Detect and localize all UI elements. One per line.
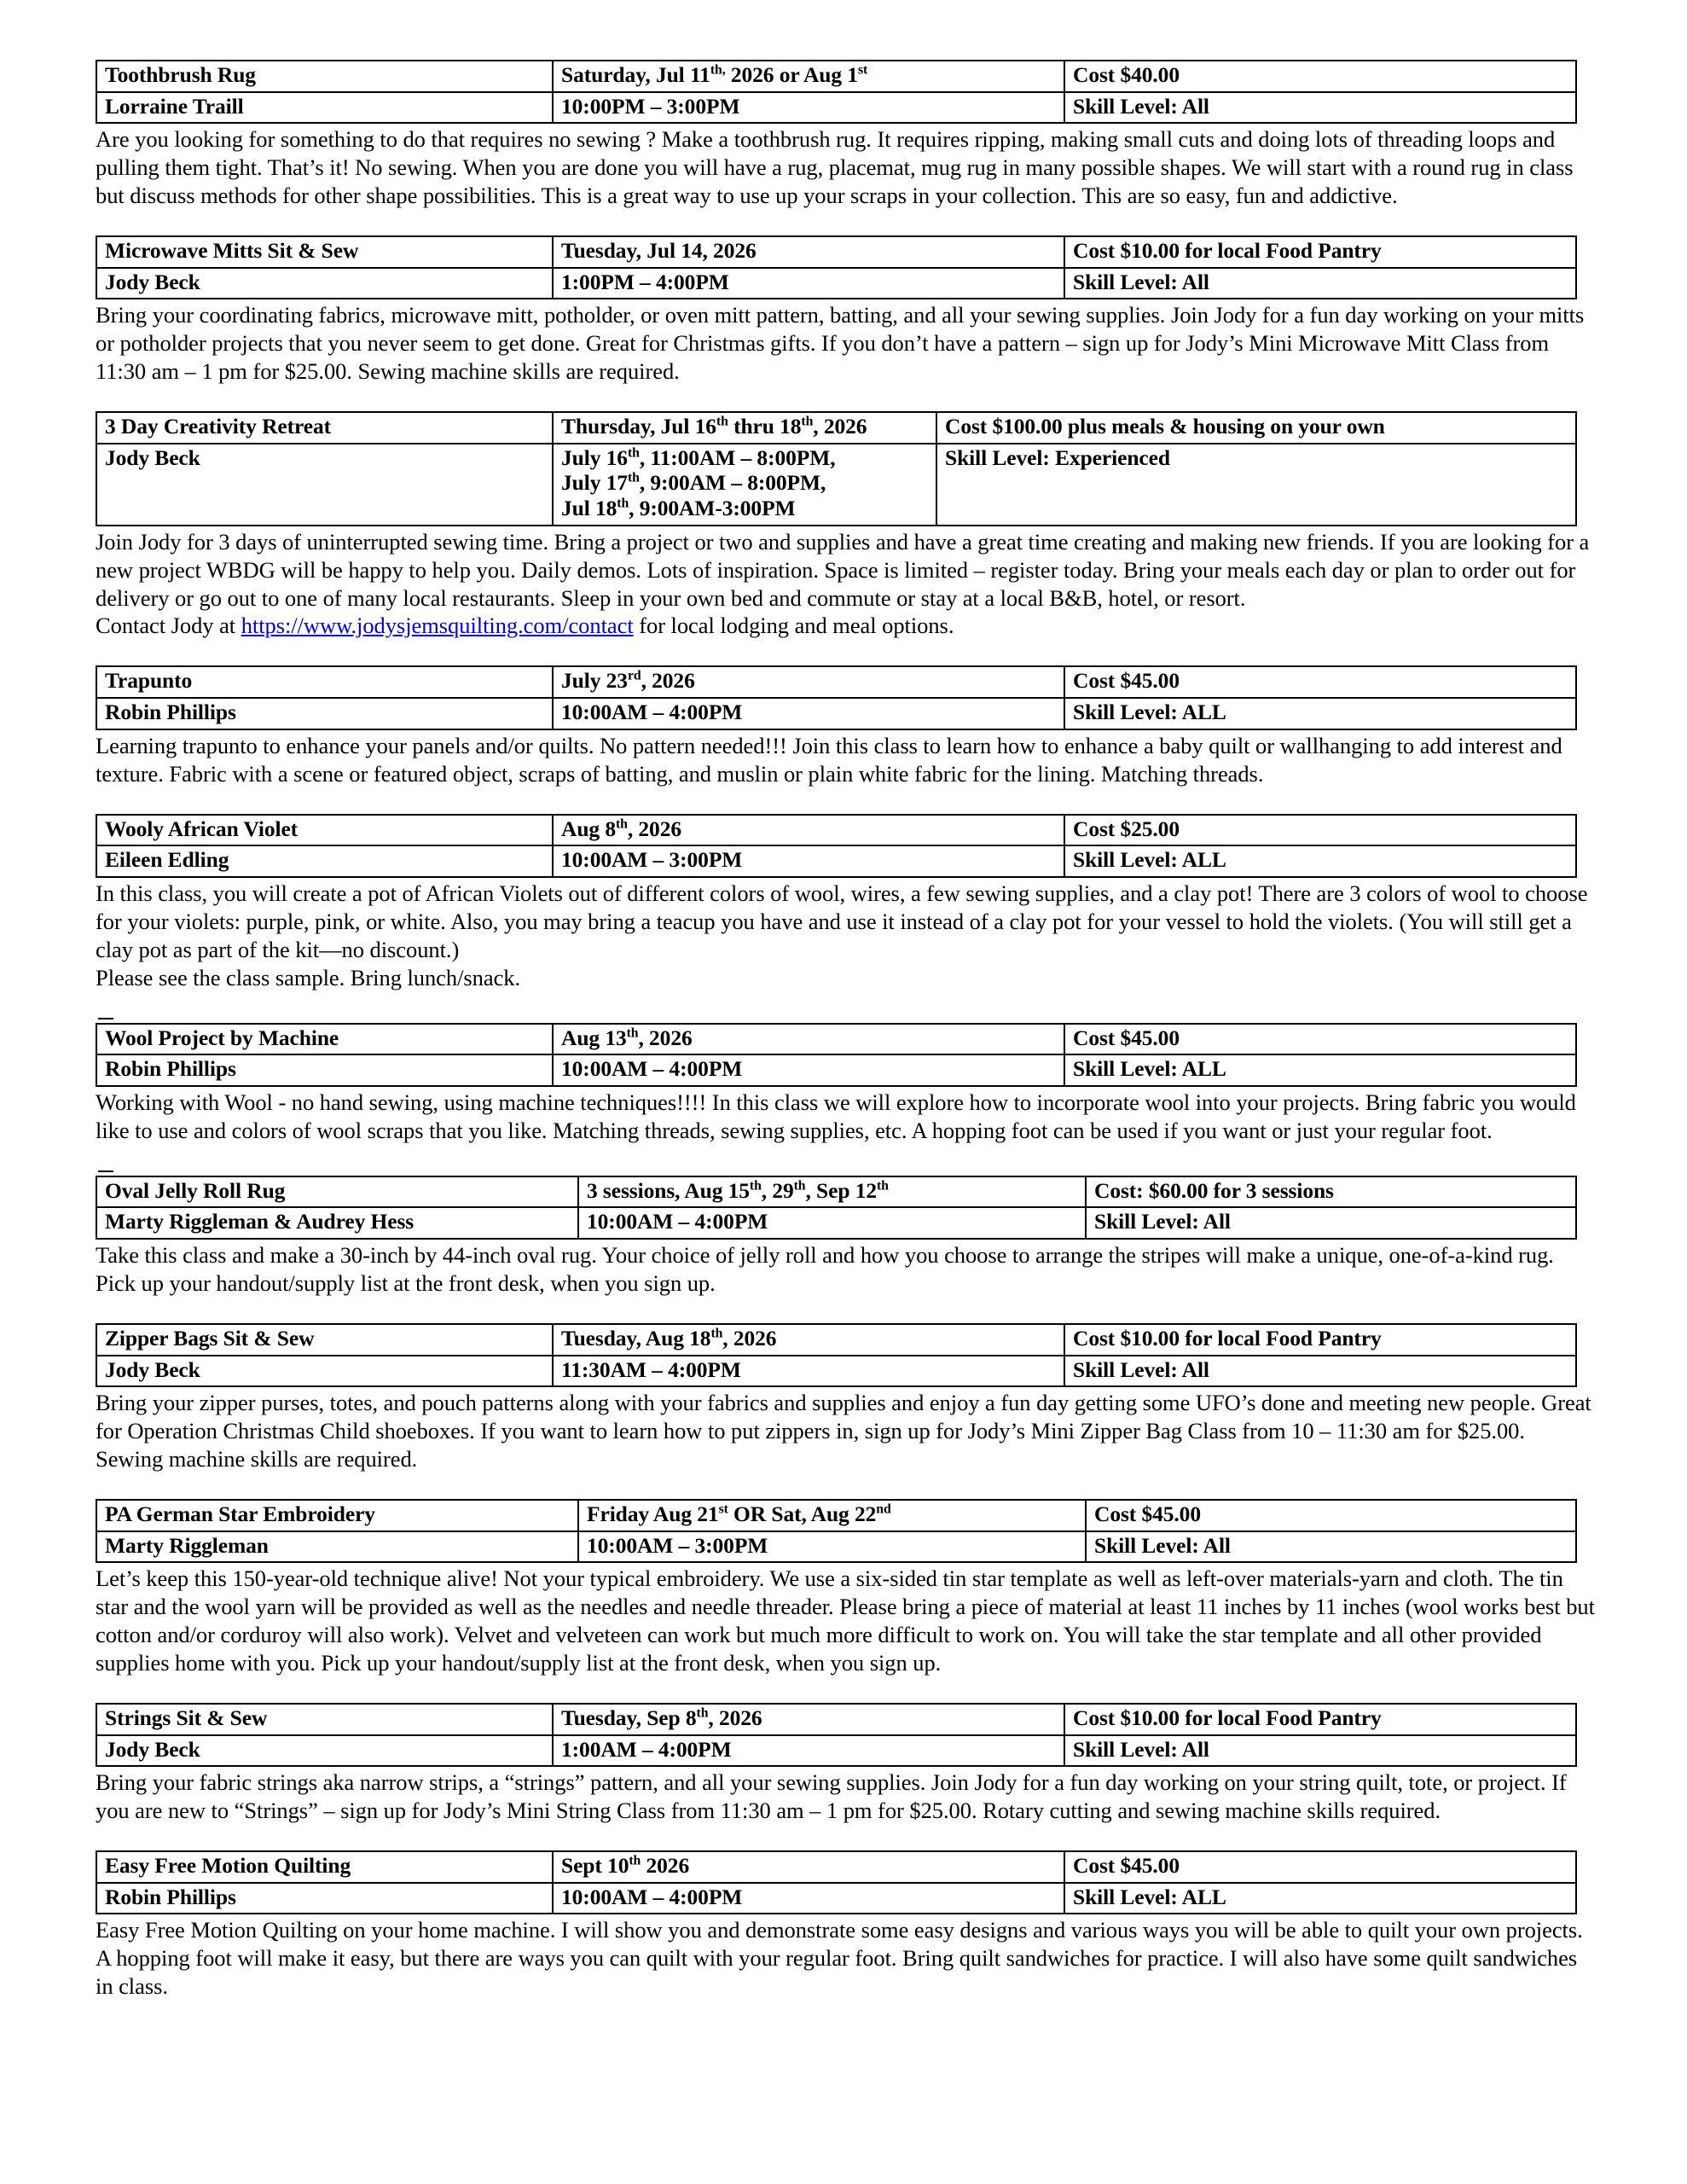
class-info-table [96, 1703, 1577, 1767]
class-description-paragraph: Are you looking for something to do that requires no sewing ? Make a toothbrush rug. It requires ripping, making small cuts and doing lots of threading loops and pulling them tight. That’s it! No sewing. When you are done you will have a rug, placemat, mug rug in many possible shapes. We will start with a round rug in class but discuss methods for other shape possibilities. This is a great way to use up your scraps in your collection. This are so easy, fun and addictive. [96, 126, 1574, 209]
class-instructor-cell: Jody Beck [96, 268, 553, 299]
class-cost-cell: Cost $10.00 for local Food Pantry [1064, 1704, 1576, 1735]
class-cost-cell: Cost $10.00 for local Food Pantry [1064, 1324, 1576, 1356]
class-time-cell: 10:00AM – 3:00PM [553, 845, 1064, 877]
class-info-table [96, 1499, 1577, 1563]
table-row [96, 236, 1576, 268]
class-instructor-cell: Robin Phillips [96, 1883, 553, 1914]
table-row [96, 1356, 1576, 1387]
class-description-paragraph: Take this class and make a 30-inch by 44-inch oval rug. Your choice of jelly roll and how you choose to arrange the stripes will make a unique, one-of-a-kind rug. Pick up your handout/supply list at the front desk, when you sign up. [96, 1241, 1554, 1296]
table-row [96, 1883, 1576, 1914]
class-skill-cell: Skill Level: ALL [1064, 698, 1576, 729]
table-row [96, 1735, 1576, 1767]
class-date-cell: Friday Aug 21st OR Sat, Aug 22nd [578, 1500, 1086, 1531]
class-info-table [96, 1176, 1577, 1240]
class-cost-cell: Cost $45.00 [1064, 666, 1576, 698]
class-instructor-cell: Jody Beck [96, 1356, 553, 1387]
class-instructor-cell: Jody Beck [96, 1735, 553, 1767]
class-name-cell: Trapunto [96, 666, 553, 698]
class-description-paragraph: Working with Wool - no hand sewing, using machine techniques!!!! In this class we will explore how to incorporate wool into your projects. Bring fabric you would like to use and colors of wool scraps that you like. Matching threads, sewing supplies, etc. A hopping foot can be used if you want or just your regular foot. [96, 1089, 1576, 1143]
table-row [96, 412, 1576, 444]
class-list [96, 60, 1593, 2001]
class-time-cell: 10:00PM – 3:00PM [553, 92, 1064, 124]
class-name-cell: Toothbrush Rug [96, 61, 553, 92]
table-row [96, 698, 1576, 729]
class-name-cell: 3 Day Creativity Retreat [96, 412, 553, 444]
class-info-table [96, 1323, 1577, 1387]
class-description [96, 1916, 1597, 2001]
class-block [96, 1018, 1593, 1145]
class-description [96, 1241, 1597, 1298]
class-block [96, 665, 1593, 787]
contact-prefix-text: Contact Jody at [96, 613, 241, 639]
class-name-cell: Strings Sit & Sew [96, 1704, 553, 1735]
class-skill-cell: Skill Level: All [1064, 1735, 1576, 1767]
table-row [96, 845, 1576, 877]
class-date-cell: Tuesday, Aug 18th, 2026 [553, 1324, 1064, 1356]
table-row [96, 444, 1576, 526]
table-row [96, 1176, 1576, 1208]
class-time-cell: 10:00AM – 3:00PM [578, 1531, 1086, 1563]
contact-suffix-text: for local lodging and meal options. [633, 613, 954, 639]
class-skill-cell: Skill Level: All [1064, 92, 1576, 124]
class-block [96, 1323, 1593, 1473]
class-block [96, 235, 1593, 386]
class-skill-cell: Skill Level: ALL [1064, 1883, 1576, 1914]
class-name-cell: PA German Star Embroidery [96, 1500, 578, 1531]
table-row [96, 1324, 1576, 1356]
class-name-cell: Zipper Bags Sit & Sew [96, 1324, 553, 1356]
class-cost-cell: Cost: $60.00 for 3 sessions [1086, 1176, 1576, 1208]
class-description-paragraph: Let’s keep this 150-year-old technique alive! Not your typical embroidery. We use a six-sided tin star template as well as left-over materials-yarn and cloth. The tin star and the wool yarn will be provided as well as the needles and needle threader. Please bring a piece of material at least 11 inches by 11 inches (wool works best but cotton and/or corduroy will also work). Velvet and velveteen can work but much more difficult to work on. You will take the star template and all other provided supplies home with you. Pick up your handout/supply list at the front desk, when you sign up. [96, 1565, 1595, 1676]
class-description [96, 732, 1597, 788]
class-info-table [96, 665, 1577, 729]
class-description [96, 1565, 1597, 1677]
class-skill-cell: Skill Level: All [1086, 1207, 1576, 1239]
class-name-cell: Wool Project by Machine [96, 1024, 553, 1055]
class-skill-cell: Skill Level: ALL [1064, 845, 1576, 877]
class-cost-cell: Cost $45.00 [1086, 1500, 1576, 1531]
class-info-table [96, 814, 1577, 878]
class-block [96, 814, 1593, 992]
table-row [96, 1851, 1576, 1883]
stray-rule-mark [98, 1170, 113, 1172]
class-time-cell: 10:00AM – 4:00PM [553, 698, 1064, 729]
class-skill-cell: Skill Level: All [1064, 268, 1576, 299]
class-cost-cell: Cost $45.00 [1064, 1024, 1576, 1055]
class-info-table [96, 60, 1577, 124]
class-cost-cell: Cost $25.00 [1064, 815, 1576, 846]
table-row [96, 268, 1576, 299]
table-row [96, 1054, 1576, 1086]
class-date-cell: Aug 8th, 2026 [553, 815, 1064, 846]
class-time-cell: July 16th, 11:00AM – 8:00PM, July 17th, 9:00AM – 8:00PM, Jul 18th, 9:00AM-3:00PM [553, 444, 936, 526]
class-block [96, 1499, 1593, 1677]
class-instructor-cell: Robin Phillips [96, 1054, 553, 1086]
class-description-paragraph: Join Jody for 3 days of uninterrupted sewing time. Bring a project or two and supplies and have a great time creating and making new friends. If you are looking for a new project WBDG will be happy to help you. Daily demos. Lots of inspiration. Space is limited – register today. Bring your meals each day or plan to order out for delivery or go out to one of many local restaurants. Sleep in your own bed and commute or stay at a local B&B, hotel, or resort. [96, 528, 1590, 611]
class-date-cell: Saturday, Jul $11^{th,}$ 2026 or Aug 1st [553, 61, 1064, 92]
class-description [96, 528, 1597, 641]
class-cost-cell: Cost $100.00 plus meals & housing on your own [936, 412, 1576, 444]
contact-link[interactable]: https://www.jodysjemsquilting.com/contact [241, 613, 634, 639]
class-block [96, 1170, 1593, 1298]
class-block [96, 60, 1593, 210]
class-date-cell: Tuesday, Sep 8th, 2026 [553, 1704, 1064, 1735]
class-time-cell: 1:00AM – 4:00PM [553, 1735, 1064, 1767]
class-time-cell: 11:30AM – 4:00PM [553, 1356, 1064, 1387]
table-row [96, 1207, 1576, 1239]
table-row [96, 1500, 1576, 1531]
class-description [96, 1769, 1597, 1825]
class-date-cell: Sept 10th 2026 [553, 1851, 1064, 1883]
class-description-paragraph: Easy Free Motion Quilting on your home machine. I will show you and demonstrate some easy designs and various ways you will be able to quilt your own projects. A hopping foot will make it easy, but there are ways you can quilt with your regular foot. Bring quilt sandwiches for practice. I will also have some quilt sandwiches in class. [96, 1917, 1583, 2000]
class-info-table [96, 411, 1577, 526]
class-name-cell: Microwave Mitts Sit & Sew [96, 236, 553, 268]
class-instructor-cell: Marty Riggleman & Audrey Hess [96, 1207, 578, 1239]
class-cost-cell: Cost $40.00 [1064, 61, 1576, 92]
table-row [96, 666, 1576, 698]
contact-line [96, 612, 1597, 640]
class-description-paragraph: In this class, you will create a pot of African Violets out of different colors of wool, wires, a few sewing supplies, and a clay pot! There are 3 colors of wool to choose for your violets: purple, pink, or white. Also, you may bring a teacup you have and use it instead of a clay pot for your vessel to hold the violets. (You will still get a clay pot as part of the kit—no discount.) [96, 880, 1588, 962]
class-instructor-cell: Jody Beck [96, 444, 553, 526]
class-description [96, 1389, 1597, 1473]
table-row [96, 1704, 1576, 1735]
class-description-paragraph-2: Please see the class sample. Bring lunch/snack. [96, 964, 521, 990]
class-description [96, 301, 1597, 386]
class-block [96, 411, 1593, 640]
class-description-paragraph: Learning trapunto to enhance your panels and/or quilts. No pattern needed!!! Join this class to learn how to enhance a baby quilt or wallhanging to add interest and texture. Fabric with a scene or featured object, scraps of batting, and muslin or plain white fabric for the lining. Matching threads. [96, 732, 1562, 787]
class-cost-cell: Cost $45.00 [1064, 1851, 1576, 1883]
class-date-cell: Tuesday, Jul 14, 2026 [553, 236, 1064, 268]
class-name-cell: Easy Free Motion Quilting [96, 1851, 553, 1883]
class-name-cell: Oval Jelly Roll Rug [96, 1176, 578, 1208]
class-cost-cell: Cost $10.00 for local Food Pantry [1064, 236, 1576, 268]
class-date-cell: July 23rd, 2026 [553, 666, 1064, 698]
class-skill-cell: Skill Level: All [1086, 1531, 1576, 1563]
table-row [96, 61, 1576, 92]
class-info-table [96, 235, 1577, 299]
stray-rule-mark [98, 1018, 113, 1019]
class-description-paragraph: Bring your coordinating fabrics, microwave mitt, potholder, or oven mitt pattern, batting, and all your sewing supplies. Join Jody for a fun day working on your mitts or potholder projects that you never seem to get done. Great for Christmas gifts. If you don’t have a pattern – sign up for Jody’s Mini Microwave Mitt Class from 11:30 am – 1 pm for $25.00. Sewing machine skills are required. [96, 302, 1585, 385]
class-date-cell: 3 sessions, Aug 15th, 29th, Sep 12th [578, 1176, 1086, 1208]
class-time-cell: 10:00AM – 4:00PM [553, 1054, 1064, 1086]
table-row [96, 1024, 1576, 1055]
class-instructor-cell: Eileen Edling [96, 845, 553, 877]
class-description-paragraph: Bring your zipper purses, totes, and pouch patterns along with your fabrics and supplies and enjoy a fun day getting some UFO’s done and meeting new people. Great for Operation Christmas Child shoeboxes. If you want to learn how to put zippers in, sign up for Jody’s Mini Zipper Bag Class from 10 – 11:30 am for $25.00. Sewing machine skills are required. [96, 1390, 1591, 1472]
class-description [96, 1089, 1597, 1145]
class-block [96, 1850, 1593, 2001]
class-time-cell: 1:00PM – 4:00PM [553, 268, 1064, 299]
class-skill-cell: Skill Level: All [1064, 1356, 1576, 1387]
table-row [96, 92, 1576, 124]
class-description-paragraph: Bring your fabric strings aka narrow strips, a “strings” pattern, and all your sewing supplies. Join Jody for a fun day working on your string quilt, tote, or project. If you are new to “Strings” – sign up for Jody’s Mini String Class from 11:30 am – 1 pm for $25.00. Rotary cutting and sewing machine skills required. [96, 1769, 1567, 1824]
class-description [96, 125, 1597, 210]
class-time-cell: 10:00AM – 4:00PM [553, 1883, 1064, 1914]
class-skill-cell: Skill Level: ALL [1064, 1054, 1576, 1086]
class-info-table [96, 1023, 1577, 1087]
class-instructor-cell: Robin Phillips [96, 698, 553, 729]
table-row [96, 815, 1576, 846]
class-time-cell: 10:00AM – 4:00PM [578, 1207, 1086, 1239]
class-skill-cell: Skill Level: Experienced [936, 444, 1576, 526]
class-description [96, 880, 1597, 992]
class-block [96, 1703, 1593, 1825]
class-date-cell: Thursday, Jul 16th thru 18th, 2026 [553, 412, 936, 444]
class-name-cell: Wooly African Violet [96, 815, 553, 846]
class-date-cell: Aug 13th, 2026 [553, 1024, 1064, 1055]
class-instructor-cell: Lorraine Traill [96, 92, 553, 124]
class-info-table [96, 1850, 1577, 1914]
class-instructor-cell: Marty Riggleman [96, 1531, 578, 1563]
table-row [96, 1531, 1576, 1563]
